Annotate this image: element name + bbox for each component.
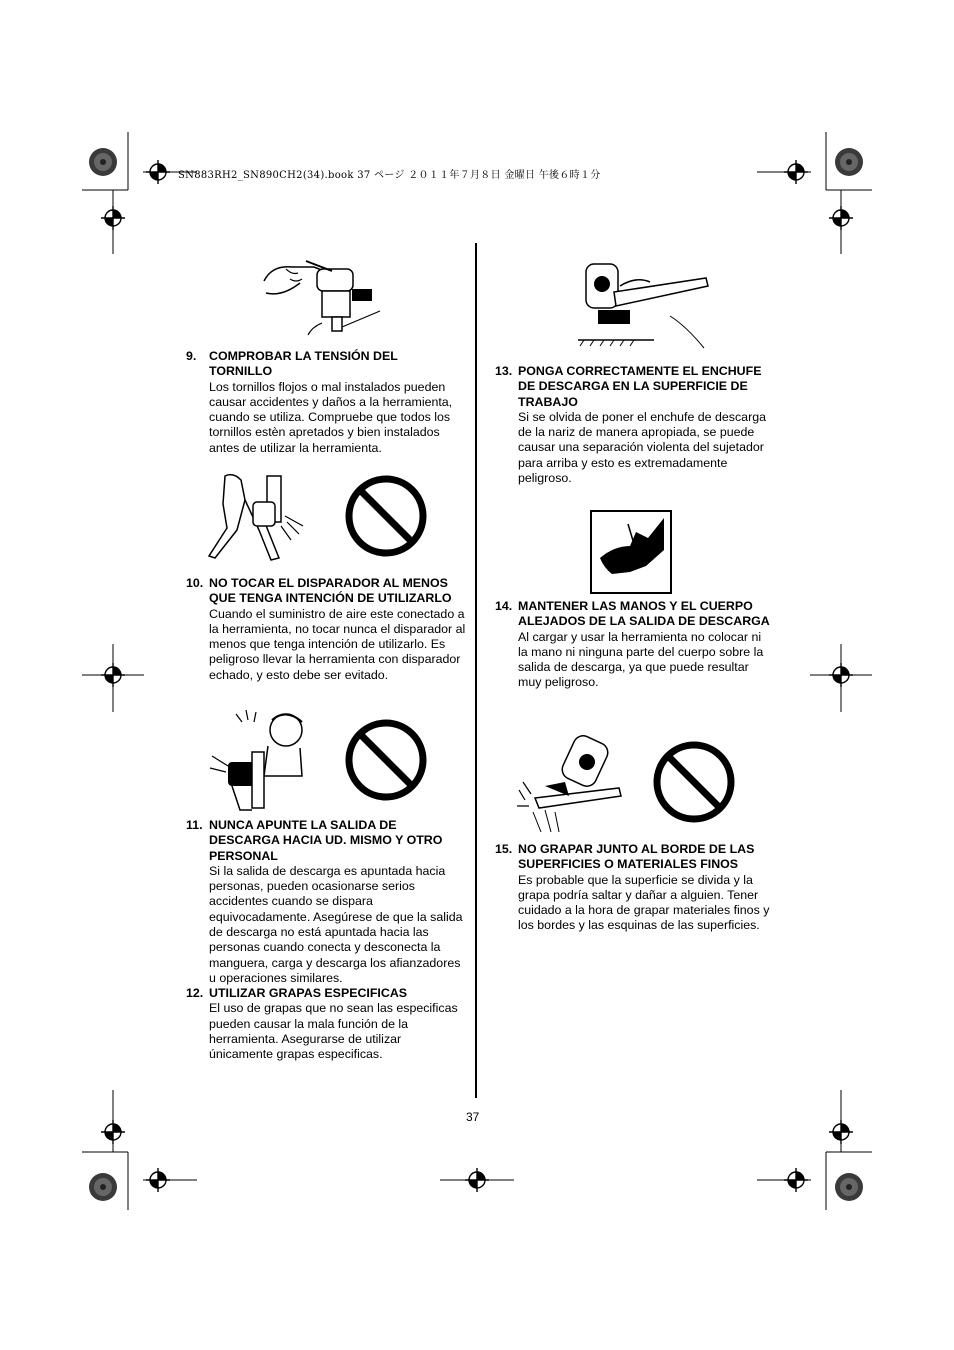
- page-number: 37: [466, 1110, 480, 1124]
- item-title: NO GRAPAR JUNTO AL BORDE DE LAS SUPERFICIES O MATERIALES FINOS: [518, 842, 755, 872]
- file-info-header: SN883RH2_SN890CH2(34).book 37 ページ ２０１１年７月８日 金曜日 午後６時１分: [178, 170, 601, 181]
- prohibited-icon: [344, 474, 428, 558]
- nailer-at-edge-illustration: [515, 732, 627, 836]
- safety-item-9: [186, 349, 462, 456]
- item-title: PONGA CORRECTAMENTE EL ENCHUFE DE DESCARGA EN LA SUPERFICIE DE TRABAJO: [518, 364, 762, 409]
- safety-item-14: [495, 599, 771, 691]
- item-number: 15.: [495, 842, 513, 856]
- nailer-on-work-surface-illustration: [574, 256, 710, 350]
- column-divider: [475, 243, 477, 1098]
- item-number: 14.: [495, 599, 513, 613]
- item-number: 11.: [186, 818, 203, 832]
- item-title: MANTENER LAS MANOS Y EL CUERPO ALEJADOS DE LA SALIDA DE DESCARGA: [518, 599, 770, 629]
- hand-near-discharge-warning-icon: [590, 510, 672, 594]
- item-body: Los tornillos flojos o mal instalados pueden causar accidentes y daños a la herramienta, cuando se utiliza. Compruebe que todos los tornillos estèn apretados y bien instalados antes de utilizar la herramienta.: [209, 379, 453, 455]
- tool-pointed-at-person-illustration: [206, 706, 310, 814]
- prohibited-icon-3: [652, 740, 736, 824]
- item-number: 12.: [186, 986, 204, 1000]
- item-body: Cuando el suministro de aire este conectado a la herramienta, no tocar nunca el disparador al menos que tenga intención de utilizarlo. Es peligroso llevar la herramienta con disparador echado, y esto debe ser evitado.: [209, 606, 466, 682]
- item-number: 9.: [186, 349, 197, 363]
- item-body: Al cargar y usar la herramienta no colocar ni la mano ni ninguna parte del cuerpo sobre la salida de descarga, ya que puede resultar muy peligroso.: [518, 629, 764, 690]
- item-body: Es probable que la superficie se divida y la grapa podría saltar y dañar a alguien. Tener cuidado a la hora de grapar materiales finos y los bordes y las esquinas de las superficies.: [518, 872, 770, 933]
- screw-tightening-illustration: [262, 253, 384, 343]
- safety-item-10: [186, 576, 468, 683]
- safety-item-11: [186, 818, 464, 986]
- person-carrying-tool-illustration: [205, 470, 307, 566]
- item-body: Si se olvida de poner el enchufe de descarga de la nariz de manera apropiada, se puede causar una separación violenta del sujetador para arriba y esto es extremadamente peligroso.: [518, 409, 766, 486]
- item-number: 10.: [186, 576, 204, 590]
- item-title: NO TOCAR EL DISPARADOR AL MENOS QUE TENGA INTENCIÓN DE UTILIZARLO: [209, 576, 452, 606]
- item-title: UTILIZAR GRAPAS ESPECIFICAS: [209, 986, 408, 1000]
- safety-item-15: [495, 842, 771, 934]
- safety-item-12: [186, 986, 464, 1062]
- item-body: El uso de grapas que no sean las especificas pueden causar la mala función de la herramienta. Asegurarse de utilizar únicamente grapas especificas.: [209, 1001, 458, 1062]
- item-title: NUNCA APUNTE LA SALIDA DE DESCARGA HACIA UD. MISMO Y OTRO PERSONAL: [209, 818, 443, 863]
- safety-item-13: [495, 364, 771, 486]
- item-body: Si la salida de descarga es apuntada hacia personas, pueden ocasionarse serios accidentes cuando se dispara equivocadamente. Asegúrese de que la salida de descarga no está apuntada hacia las personas cuando conecta y desconecta la manguera, carga y descarga los afianzadores u operaciones similares.: [209, 863, 463, 985]
- item-number: 13.: [495, 364, 513, 378]
- item-title: COMPROBAR LA TENSIÓN DEL TORNILLO: [209, 349, 398, 379]
- prohibited-icon-2: [344, 718, 428, 802]
